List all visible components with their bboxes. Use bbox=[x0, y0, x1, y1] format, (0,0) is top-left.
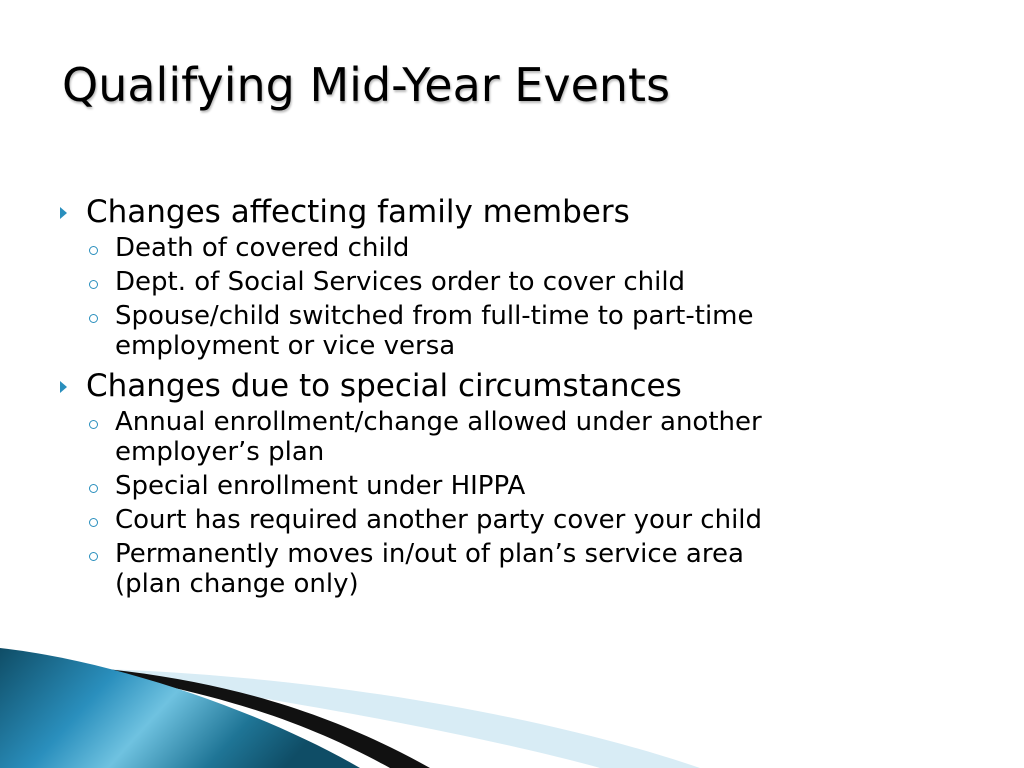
sub-bullet-text: Permanently moves in/out of plan’s service area bbox=[115, 539, 744, 569]
triangle-bullet-icon bbox=[60, 207, 67, 219]
circle-bullet-icon bbox=[89, 484, 98, 493]
sub-bullet-item bbox=[56, 505, 986, 535]
sub-bullet-item bbox=[56, 301, 986, 361]
triangle-bullet-icon bbox=[60, 381, 67, 393]
sub-bullet-item bbox=[56, 233, 986, 263]
circle-bullet-icon bbox=[89, 246, 98, 255]
sub-bullet-item bbox=[56, 471, 986, 501]
sub-bullet-text: Spouse/child switched from full-time to part-time bbox=[115, 301, 754, 331]
sub-bullet-list bbox=[56, 407, 986, 599]
circle-bullet-icon bbox=[89, 420, 98, 429]
sub-bullet-text: employer’s plan bbox=[115, 437, 325, 467]
sub-bullet-list bbox=[56, 233, 986, 361]
slide-title: Qualifying Mid-Year Events bbox=[62, 58, 671, 112]
blue-wave bbox=[0, 648, 360, 768]
dark-band bbox=[40, 664, 430, 768]
circle-bullet-icon bbox=[89, 314, 98, 323]
section-heading-text: Changes due to special circumstances bbox=[86, 368, 682, 404]
sub-bullet-text: employment or vice versa bbox=[115, 331, 456, 361]
sub-bullet-text: Death of covered child bbox=[115, 233, 410, 263]
circle-bullet-icon bbox=[89, 552, 98, 561]
sub-bullet-item bbox=[56, 539, 986, 599]
light-wave bbox=[60, 668, 700, 768]
sub-bullet-text: (plan change only) bbox=[115, 569, 359, 599]
bullet-content bbox=[56, 193, 986, 605]
sub-bullet-item bbox=[56, 407, 986, 467]
sub-bullet-item bbox=[56, 267, 986, 297]
sub-bullet-text: Annual enrollment/change allowed under another bbox=[115, 407, 762, 437]
sub-bullet-text: Special enrollment under HIPPA bbox=[115, 471, 526, 501]
sub-bullet-text: Dept. of Social Services order to cover child bbox=[115, 267, 686, 297]
section-heading-text: Changes affecting family members bbox=[86, 194, 630, 230]
sub-bullet-text: Court has required another party cover your child bbox=[115, 505, 763, 535]
section-heading bbox=[56, 193, 986, 231]
circle-bullet-icon bbox=[89, 518, 98, 527]
circle-bullet-icon bbox=[89, 280, 98, 289]
section-heading bbox=[56, 367, 986, 405]
